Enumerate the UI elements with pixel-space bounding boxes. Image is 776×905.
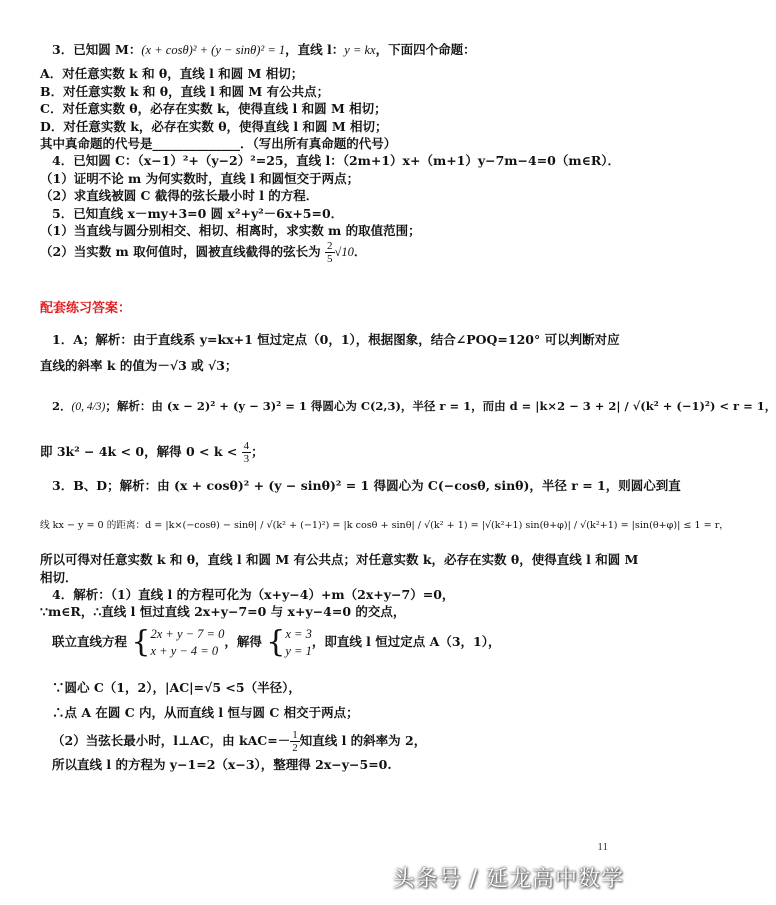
watermark: 头条号 / 延龙高中数学 bbox=[392, 867, 624, 892]
system-prefix: 联立直线方程 bbox=[52, 634, 128, 649]
answer-3-line-1: 3．B、D；解析：由 (x + cosθ)² + (y − sinθ)² = 1 得圆心为 C(−cosθ, sinθ)，半径 r = 1，则圆心到直 bbox=[52, 478, 681, 493]
problem-5-question-1: （1）当直线与圆分别相交、相切、相离时，求实数 m 的取值范围； bbox=[40, 223, 421, 238]
slope-suffix: 知直线 l 的斜率为 2， bbox=[299, 733, 427, 748]
chord-length-fraction bbox=[325, 240, 335, 265]
solution-equations bbox=[285, 626, 311, 660]
problem-4-stem: 4．已知圆 C：（x−1）²+（y−2）²=25，直线 l：（2m+1）x+（m+1）y−7m−4=0（m∈R）． bbox=[52, 153, 620, 168]
answer-blank-line: 其中真命题的代号是______________．（写出所有真命题的代号） bbox=[40, 136, 397, 151]
fraction-denominator: 2 bbox=[292, 742, 298, 754]
system-equation-1: 2x + y − 7 = 0 bbox=[150, 626, 225, 641]
problem-5-q2-text: （2）当实数 m 取何值时，圆被直线截得的弦长为 bbox=[40, 244, 321, 259]
solution-x: x = 3 bbox=[285, 626, 312, 641]
system-mid: ，解得 bbox=[224, 634, 262, 649]
system-equation-2: x + y − 4 = 0 bbox=[150, 643, 219, 658]
fraction-numerator: 1 bbox=[292, 729, 298, 741]
option-d: D．对任意实数 k，必存在实数 θ，使得直线 l 和圆 M 相切； bbox=[40, 119, 388, 134]
problem-3-mid: ，直线 l： bbox=[285, 42, 345, 57]
answer-4-line-6 bbox=[52, 726, 426, 756]
problem-4-question-2: （2）求直线被圆 C 截得的弦长最小时 l 的方程． bbox=[40, 188, 319, 203]
problem-4-question-1: （1）证明不论 m 为何实数时，直线 l 和圆恒交于两点； bbox=[40, 171, 360, 186]
problem-3-suffix: ，下面四个命题： bbox=[375, 42, 476, 57]
problem-5-question-2 bbox=[40, 240, 366, 265]
circle-m-equation: (x + cosθ)² + (y − sinθ)² = 1 bbox=[141, 43, 286, 57]
answer-2-line-1 bbox=[52, 398, 776, 415]
problem-3-prefix: 3．已知圆 M： bbox=[52, 42, 142, 57]
answers-heading: 配套练习答案： bbox=[40, 301, 132, 316]
answer-3-line-3: 所以可得对任意实数 k 和 θ，直线 l 和圆 M 有公共点；对任意实数 k，必存在实数 θ，使得直线 l 和圆 M bbox=[40, 552, 639, 567]
answer-4-line-4: ∵圆心 C（1，2），|AC|=√5 <5（半径）， bbox=[52, 680, 301, 695]
answer-4-system bbox=[52, 622, 500, 662]
fraction-numerator: 4 bbox=[243, 440, 250, 452]
solution-y: y = 1 bbox=[285, 643, 312, 658]
answer-2-fraction bbox=[242, 440, 252, 465]
sqrt-ten: √10 bbox=[334, 245, 354, 259]
left-brace: { bbox=[131, 624, 151, 660]
answer-1-line-2: 直线的斜率 k 的值为－√3 或 √3； bbox=[40, 358, 238, 373]
slope-fraction bbox=[290, 729, 300, 754]
answer-4-line-1: 4．解析：（1）直线 l 的方程可化为（x+y−4）+m（2x+y−7）=0， bbox=[52, 587, 455, 602]
answer-3-line-4: 相切． bbox=[40, 570, 78, 585]
answer-4-line-5: ∴点 A 在圆 C 内，从而直线 l 恒与圆 C 相交于两点； bbox=[52, 705, 359, 720]
left-brace: { bbox=[266, 624, 286, 660]
fraction-numerator: 2 bbox=[327, 240, 333, 252]
fraction-denominator: 3 bbox=[243, 453, 250, 465]
option-c: C．对任意实数 θ，必存在实数 k，使得直线 l 和圆 M 相切； bbox=[40, 101, 387, 116]
problem-5-stem: 5．已知直线 x－my+3=0 圆 x²+y²－6x+5=0． bbox=[52, 206, 344, 221]
system-suffix: ，即直线 l 恒过定点 A（3，1）， bbox=[311, 634, 501, 649]
answer-2-interval: (0, 4/3) bbox=[71, 401, 106, 413]
answer-4-line-7: 所以直线 l 的方程为 y−1=2（x−3），整理得 2x−y−5=0. bbox=[52, 757, 392, 772]
line-l-equation: y = kx bbox=[344, 43, 376, 57]
problem-5-q2-suffix: ． bbox=[353, 244, 367, 259]
answer-2-suffix: ； bbox=[251, 444, 264, 459]
answer-4-line-2: ∵m∈R，∴直线 l 恒过直线 2x+y−7=0 与 x+y−4=0 的交点， bbox=[40, 604, 406, 619]
slope-text: （2）当弦长最小时，l⊥AC，由 kAC=－ bbox=[52, 733, 291, 748]
answer-2-body: ；解析：由 (x − 2)² + (y − 3)² = 1 得圆心为 C(2,3)，半径 r = 1，而由 d = |k×2 − 3 + 2| / √(k² + (−1)²) < r = 1， bbox=[105, 399, 776, 413]
option-b: B．对任意实数 k 和 θ，直线 l 和圆 M 有公共点； bbox=[40, 84, 330, 99]
option-a: A．对任意实数 k 和 θ，直线 l 和圆 M 相切； bbox=[40, 66, 304, 81]
system-equations bbox=[150, 626, 224, 660]
answer-2-inequality: 即 3k² − 4k < 0，解得 0 < k < bbox=[40, 444, 238, 459]
fraction-denominator: 5 bbox=[327, 253, 333, 265]
answer-3-line-2: 线 kx − y = 0 的距离：d = |k×(−cosθ) − sinθ| / √(k² + (−1)²) = |k cosθ + sinθ| / √(k² + 1) = |√(k²+1) sin(θ+φ)| / √(k²+1) = |sin(θ+φ)| ≤ 1 = r， bbox=[40, 520, 729, 531]
page-number: 11 bbox=[597, 841, 608, 853]
answer-1-line-1: 1．A；解析：由于直线系 y=kx+1 恒过定点（0，1），根据图象，结合∠POQ=120° 可以判断对应 bbox=[52, 332, 620, 347]
answer-2-prefix: 2． bbox=[52, 399, 72, 413]
answer-2-line-2 bbox=[40, 440, 264, 465]
problem-3-stem bbox=[52, 42, 476, 58]
